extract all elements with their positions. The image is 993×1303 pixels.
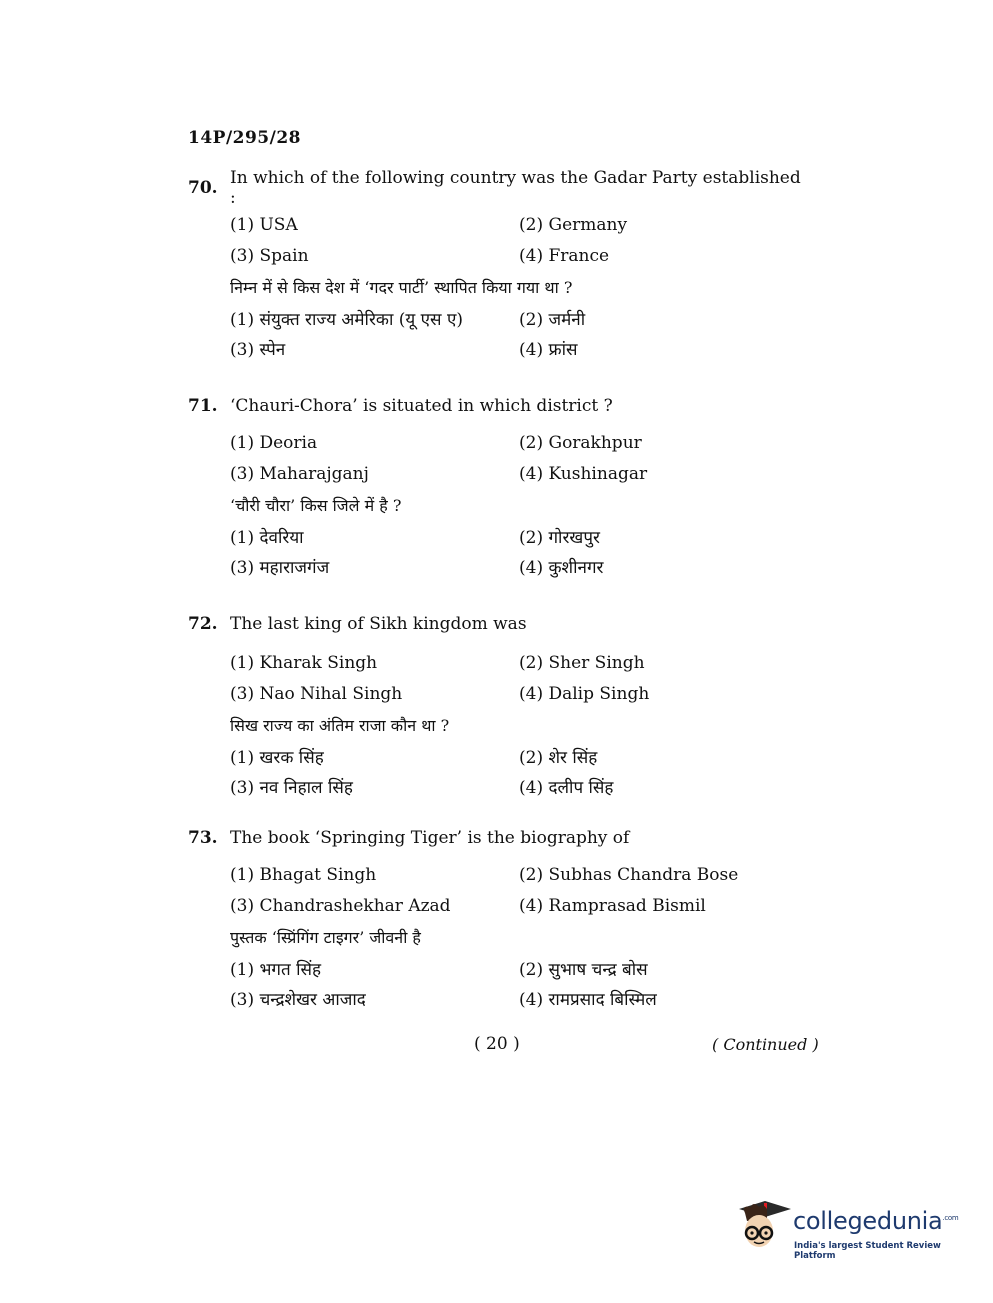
hindi-option-1: (1) देवरिया: [230, 527, 304, 548]
question-number: 70.: [188, 178, 218, 198]
question-text: The last king of Sikh kingdom was: [230, 614, 527, 634]
option-3: (3) Maharajganj: [230, 463, 369, 484]
option-4: (4) Ramprasad Bismil: [519, 895, 706, 916]
hindi-option-4: (4) दलीप सिंह: [519, 777, 614, 798]
hindi-question-text: ‘चौरी चौरा’ किस जिले में है ?: [230, 496, 402, 515]
option-1: (1) Kharak Singh: [230, 652, 378, 673]
question-text: The book ‘Springing Tiger’ is the biography of: [230, 828, 630, 848]
hindi-option-2: (2) जर्मनी: [519, 309, 586, 330]
question-72: [188, 609, 808, 801]
question-text: ‘Chauri-Chora’ is situated in which district ?: [230, 396, 613, 416]
mascot-face-icon: [735, 1195, 793, 1257]
option-4: (4) Dalip Singh: [519, 683, 650, 704]
hindi-option-2: (2) सुभाष चन्द्र बोस: [519, 959, 648, 980]
hindi-option-2: (2) गोरखपुर: [519, 527, 600, 548]
option-3: (3) Nao Nihal Singh: [230, 683, 403, 704]
option-3: (3) Chandrashekhar Azad: [230, 895, 451, 916]
question-73: [188, 823, 808, 1013]
option-2: (2) Gorakhpur: [519, 432, 642, 453]
hindi-option-1: (1) संयुक्त राज्य अमेरिका (यू एस ए): [230, 309, 463, 330]
hindi-option-3: (3) नव निहाल सिंह: [230, 777, 353, 798]
hindi-option-3: (3) चन्द्रशेखर आजाद: [230, 989, 366, 1010]
hindi-option-1: (1) भगत सिंह: [230, 959, 322, 980]
logo-wordmark: collegedunia$^{.com}$: [793, 1207, 959, 1235]
paper-code: 14P/295/28: [188, 128, 302, 148]
question-number: 72.: [188, 614, 218, 634]
hindi-question-text: निम्न में से किस देश में ‘गदर पार्टी’ स्थापित किया गया था ?: [230, 278, 573, 297]
option-4: (4) France: [519, 245, 610, 266]
option-1: (1) Deoria: [230, 432, 318, 453]
question-70: [188, 168, 808, 363]
collegedunia-logo: [735, 1195, 965, 1265]
continued-label: ( Continued ): [712, 1035, 819, 1054]
hindi-option-4: (4) रामप्रसाद बिस्मिल: [519, 989, 657, 1010]
question-number: 71.: [188, 396, 218, 416]
option-2: (2) Subhas Chandra Bose: [519, 864, 739, 885]
hindi-option-3: (3) स्पेन: [230, 339, 286, 360]
hindi-option-4: (4) फ्रांस: [519, 339, 578, 360]
page-number: ( 20 ): [474, 1034, 520, 1054]
question-71: [188, 391, 808, 581]
hindi-option-4: (4) कुशीनगर: [519, 557, 604, 578]
option-1: (1) USA: [230, 214, 298, 235]
hindi-option-1: (1) खरक सिंह: [230, 747, 324, 768]
hindi-option-3: (3) महाराजगंज: [230, 557, 330, 578]
question-text: In which of the following country was the Gadar Party established :: [230, 168, 801, 208]
option-3: (3) Spain: [230, 245, 309, 266]
option-4: (4) Kushinagar: [519, 463, 648, 484]
logo-tagline: India's largest Student Review Platform: [794, 1241, 941, 1261]
question-number: 73.: [188, 828, 218, 848]
hindi-question-text: पुस्तक ‘स्प्रिंगिंग टाइगर’ जीवनी है: [230, 928, 421, 947]
option-2: (2) Germany: [519, 214, 628, 235]
hindi-option-2: (2) शेर सिंह: [519, 747, 598, 768]
option-2: (2) Sher Singh: [519, 652, 645, 673]
hindi-question-text: सिख राज्य का अंतिम राजा कौन था ?: [230, 716, 450, 735]
option-1: (1) Bhagat Singh: [230, 864, 377, 885]
